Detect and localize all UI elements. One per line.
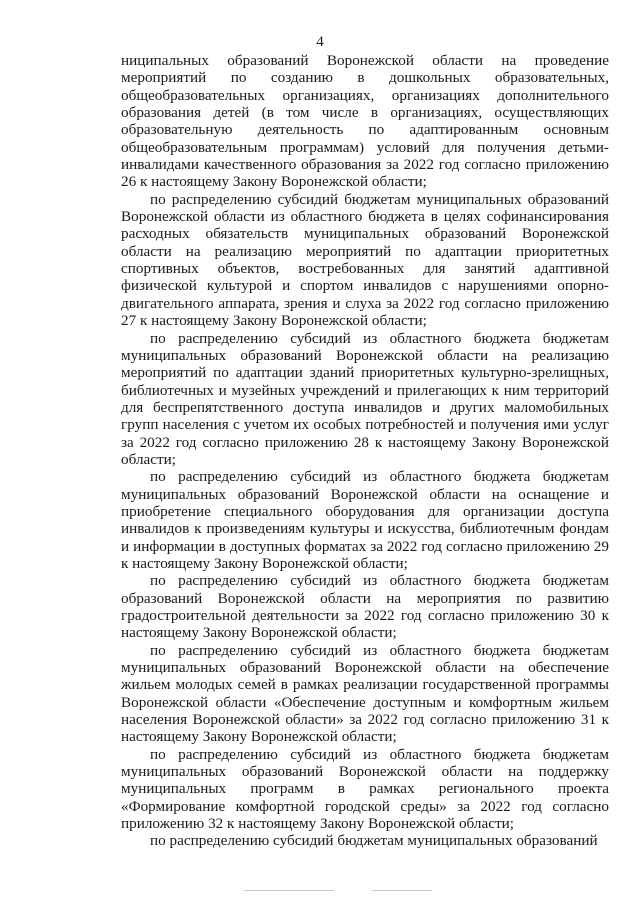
paragraph-subsidy-urban-planning: по распределению субсидий из областного бюджета бюджетам образований Воронежской области на мероприятия по развитию градостроительной деятельности за 2022 год согласно приложению 30 к настоящему Закону Воронежской области;	[121, 572, 609, 642]
paragraph-subsidy-truncated: по распределению субсидий бюджетам муниципальных образований	[150, 832, 598, 850]
paragraph-subsidy-sports-objects: по распределению субсидий бюджетам муниципальных образований Воронежской области из областного бюджета в целях софинансирования расходных обязательств муниципальных образований Воронежской области на реализацию мероприятий по адаптации приоритетных спортивных объектов, востребованных для занятий адаптивной физической культурой и спортом инвалидов с нарушениями опорно-двигательного аппарата, зрения и слуха за 2022 год согласно приложению 27 к настоящему Закону Воронежской области;	[121, 190, 609, 330]
paragraph-continuation: ниципальных образований Воронежской области на проведение мероприятий по созданию в дошкольных образовательных, общеобразовательных организациях, организациях дополнительного образования детей (в том числе в организациях, осуществляющих образовательную деятельность по адаптированным основным общеобразовательным программам) условий для получения детьми-инвалидами качественного образования за 2022 год согласно приложению 26 к настоящему Закону Воронежской области;	[121, 52, 609, 191]
paragraph-subsidy-cultural-buildings: по распределению субсидий из областного бюджета бюджетам муниципальных образований Воронежской области на реализацию мероприятий по адаптации зданий приоритетных культурно-зрелищных, библиотечных и музейных учреждений и прилегающих к ним территорий для беспрепятственного доступа инвалидов и других маломобильных групп населения с учетом их особых потребностей и получения ими услуг за 2022 год согласно приложению 28 к настоящему Закону Воронежской области;	[121, 329, 609, 468]
paragraph-subsidy-urban-environment: по распределению субсидий из областного бюджета бюджетам муниципальных образований Воронежской области на поддержку муниципальных программ в рамках регионального проекта «Формирование комфортной городской среды» за 2022 год согласно приложению 32 к настоящему Закону Воронежской области;	[121, 745, 609, 833]
scan-edge-mark	[372, 890, 432, 891]
paragraph-subsidy-special-equipment: по распределению субсидий из областного бюджета бюджетам муниципальных образований Воронежской области на оснащение и приобретение специального оборудования для организации доступа инвалидов к произведениям культуры и искусства, библиотечным фондам и информации в доступных форматах за 2022 год согласно приложению 29 к настоящему Закону Воронежской области;	[121, 468, 609, 572]
page-number: 4	[316, 34, 324, 50]
paragraph-subsidy-young-families-housing: по распределению субсидий из областного бюджета бюджетам муниципальных образований Воронежской области на обеспечение жильем молодых семей в рамках реализации государственной программы Воронежской области «Обеспечение доступным и комфортным жильем населения Воронежской области» за 2022 год согласно приложению 31 к настоящему Закону Воронежской области;	[121, 641, 609, 746]
scan-edge-mark	[244, 890, 334, 891]
document-body	[121, 52, 609, 850]
